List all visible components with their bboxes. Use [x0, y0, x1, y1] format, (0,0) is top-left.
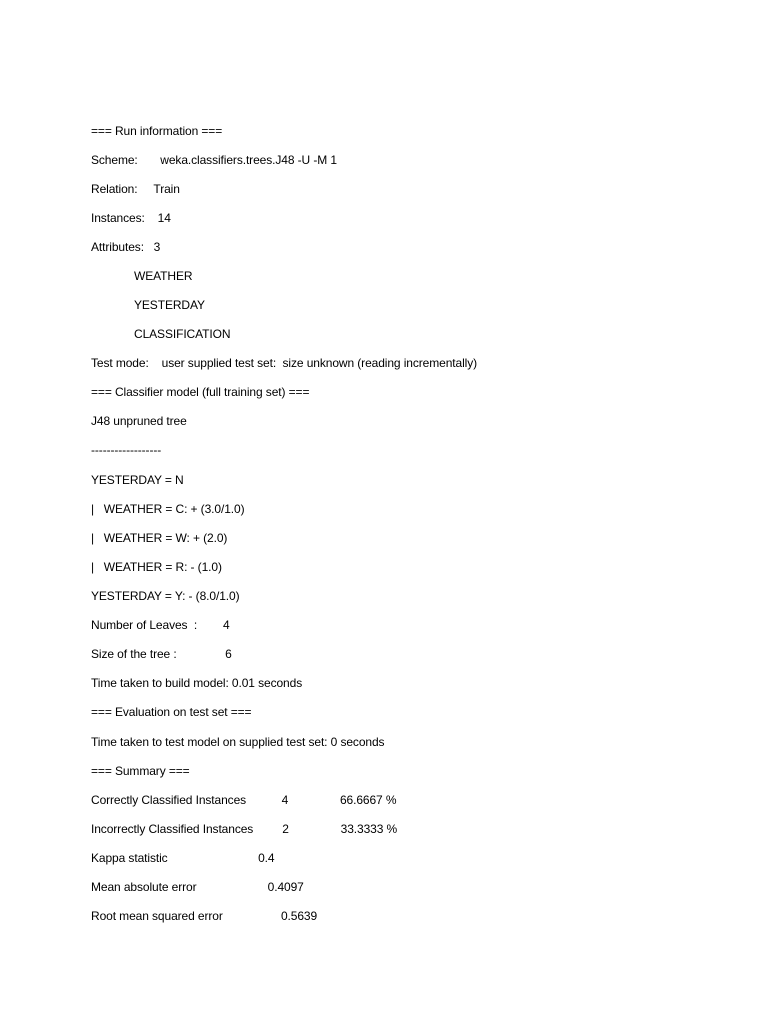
tree-node-weather-r: | WEATHER = R: - (1.0)	[91, 560, 222, 574]
attribute-weather: WEATHER	[134, 269, 193, 283]
mean-absolute-error-line: Mean absolute error 0.4097	[91, 880, 304, 894]
evaluation-heading: === Evaluation on test set ===	[91, 705, 252, 719]
build-time-line: Time taken to build model: 0.01 seconds	[91, 676, 303, 690]
correctly-classified-line: Correctly Classified Instances 4 66.6667 %	[91, 793, 397, 807]
attribute-yesterday: YESTERDAY	[134, 298, 205, 312]
scheme-line: Scheme: weka.classifiers.trees.J48 -U -M 1	[91, 153, 337, 167]
attributes-line: Attributes: 3	[91, 240, 161, 254]
tree-title: J48 unpruned tree	[91, 414, 187, 428]
tree-divider: ------------------	[91, 443, 162, 457]
incorrectly-classified-line: Incorrectly Classified Instances 2 33.3333 %	[91, 822, 398, 836]
tree-size-line: Size of the tree : 6	[91, 647, 232, 661]
summary-heading: === Summary ===	[91, 764, 190, 778]
test-mode-line: Test mode: user supplied test set: size unknown (reading incrementally)	[91, 356, 478, 370]
number-of-leaves-line: Number of Leaves : 4	[91, 618, 230, 632]
tree-node-yesterday-n: YESTERDAY = N	[91, 473, 184, 487]
kappa-statistic-line: Kappa statistic 0.4	[91, 851, 275, 865]
root-mean-squared-error-line: Root mean squared error 0.5639	[91, 909, 318, 923]
run-info-heading: === Run information ===	[91, 124, 223, 138]
relation-line: Relation: Train	[91, 182, 180, 196]
classifier-model-heading: === Classifier model (full training set) ===	[91, 385, 310, 399]
test-time-line: Time taken to test model on supplied test set: 0 seconds	[91, 735, 385, 749]
tree-node-yesterday-y: YESTERDAY = Y: - (8.0/1.0)	[91, 589, 240, 603]
tree-node-weather-w: | WEATHER = W: + (2.0)	[91, 531, 228, 545]
instances-line: Instances: 14	[91, 211, 171, 225]
tree-node-weather-c: | WEATHER = C: + (3.0/1.0)	[91, 502, 245, 516]
attribute-classification: CLASSIFICATION	[134, 327, 231, 341]
